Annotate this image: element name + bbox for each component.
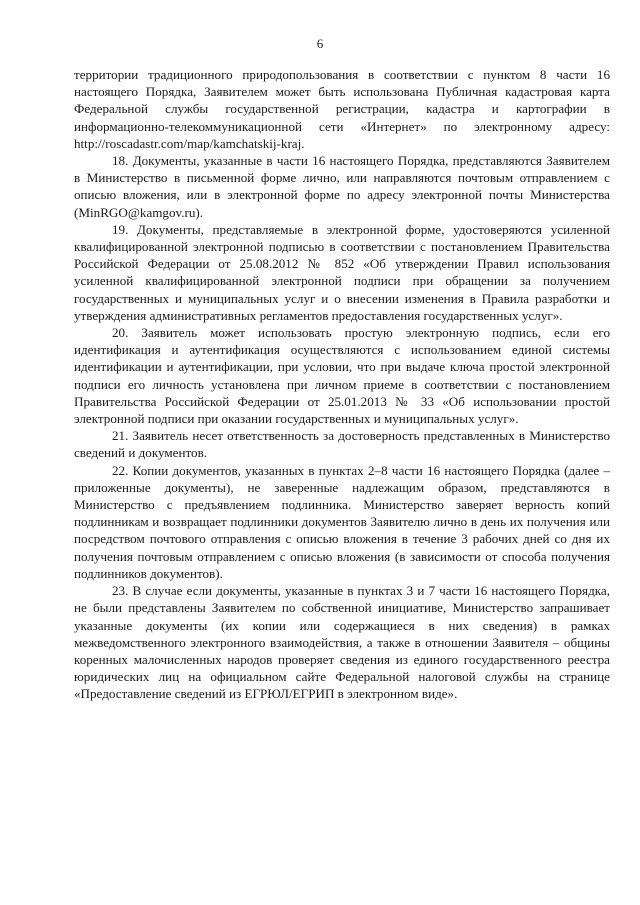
paragraph-22: 22. Копии документов, указанных в пунктах 2–8 части 16 настоящего Порядка (далее – приложенные документы), не заверенные надлежащим образом, представляются в Министерство с предъявлением подлинника. Министерство заверяет верность копий подлинникам и возвращает подлинники документов Заявителю лично в день их получения или посредством почтового отправления с описью вложения в течение 3 рабочих дней со дня их получения почтовым отправлением с описью вложения (в зависимости от способа получения подлинников документов). — [74, 462, 610, 581]
paragraph-23: 23. В случае если документы, указанные в пунктах 3 и 7 части 16 настоящего Порядка, не были представлены Заявителем по собственной инициативе, Министерство запрашивает указанные документы (их копии или содержащиеся в них сведения) в рамках межведомственного электронного взаимодействия, а также в отношении Заявителя – общины коренных малочисленных народов проверяет сведения из единого государственного реестра юридических лиц на официальном сайте Федеральной налоговой службы на странице «Предоставление сведений из ЕГРЮЛ/ЕГРИП в электронном виде». — [74, 583, 610, 702]
paragraph-18: 18. Документы, указанные в части 16 настоящего Порядка, представляются Заявителем в Министерство в письменной форме лично, или направляются почтовым отправлением с описью вложения, или в электронной форме по адресу электронной почты Министерства (MinRGO@kamgov.ru). — [74, 153, 610, 220]
paragraph-20: 20. Заявитель может использовать простую электронную подпись, если его идентификация и аутентификация осуществляются с использованием единой системы идентификации и аутентификации, при условии, что при выдаче ключа простой электронной подписи его личность установлена при личном приеме в соответствии с постановлением Правительства Российской Федерации от 25.01.2013 № 33 «Об использовании простой электронной подписи при оказании государственных и муниципальных услуг». — [74, 325, 610, 427]
document-body — [74, 66, 610, 703]
paragraph-21: 21. Заявитель несет ответственность за достоверность представленных в Министерство сведений и документов. — [74, 428, 610, 461]
page-number: 6 — [316, 36, 324, 51]
paragraph-19: 19. Документы, представляемые в электронной форме, удостоверяются усиленной квалифицированной электронной подписью в соответствии с постановлением Правительства Российской Федерации от 25.08.2012 № 852 «Об утверждении Правил использования усиленной квалифицированной электронной подписи при обращении за получением государственных и муниципальных услуг и о внесении изменения в Правила разработки и утверждения административных регламентов предоставления государственных услуг». — [74, 221, 610, 323]
paragraph-17-continuation: территории традиционного природопользования в соответствии с пунктом 8 части 16 настоящего Порядка, Заявителем может быть использована Публичная кадастровая карта Федеральной службы государственной регистрации, кадастра и картографии в информационно-телекоммуникационной сети «Интернет» по электронному адресу: http://roscadastr.com/map/kamchatskij-kraj. — [74, 67, 610, 151]
